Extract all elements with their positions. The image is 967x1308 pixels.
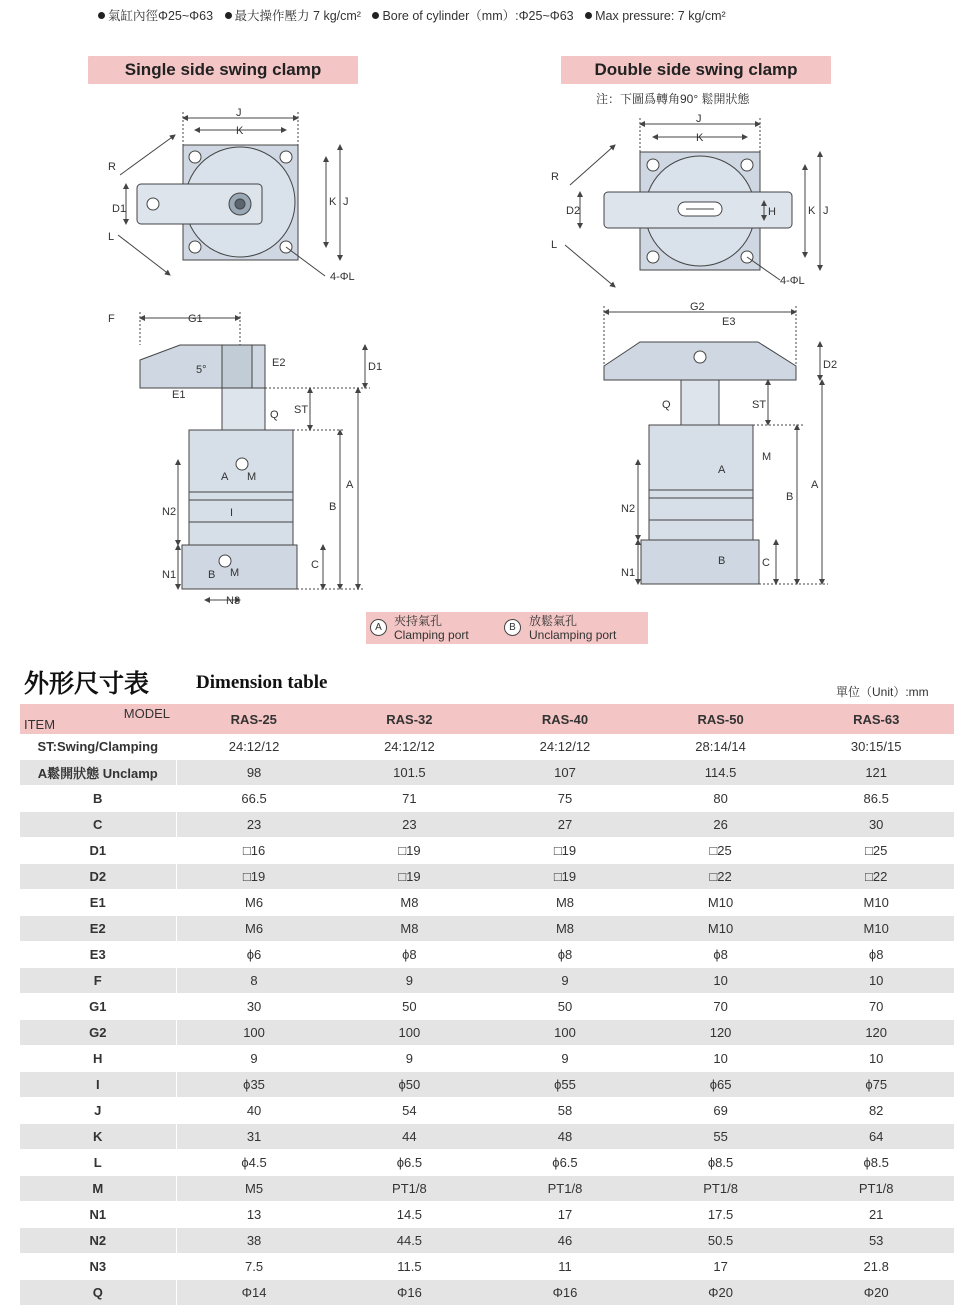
row-label: L xyxy=(20,1150,176,1176)
row-label: D1 xyxy=(20,838,176,864)
table-cell: 28:14/14 xyxy=(643,734,799,760)
table-cell: 70 xyxy=(643,994,799,1020)
table-cell: 10 xyxy=(643,1046,799,1072)
row-label: K xyxy=(20,1124,176,1150)
label-port-b-double: B xyxy=(718,555,726,567)
table-cell: 98 xyxy=(176,760,332,786)
row-label: H xyxy=(20,1046,176,1072)
label-n2-double: N2 xyxy=(621,503,636,515)
table-cell: Φ16 xyxy=(487,1280,643,1306)
table-cell: ϕ65 xyxy=(643,1072,799,1098)
label-j: J xyxy=(236,107,242,119)
label-a: A xyxy=(346,479,354,491)
table-row xyxy=(20,1254,954,1280)
double-top-view xyxy=(565,118,820,287)
label-g1: G1 xyxy=(188,313,203,325)
table-cell: 27 xyxy=(487,812,643,838)
table-cell: M8 xyxy=(487,916,643,942)
table-row xyxy=(20,760,954,786)
table-cell: 100 xyxy=(332,1020,488,1046)
table-cell: ϕ6 xyxy=(176,942,332,968)
unclamping-port-text xyxy=(529,614,616,642)
table-cell: 17 xyxy=(487,1202,643,1228)
table-cell: 30 xyxy=(798,812,954,838)
model-header: RAS-63 xyxy=(853,711,900,727)
label-d2-front: D2 xyxy=(823,359,838,371)
row-label: ST:Swing/Clamping xyxy=(20,734,176,760)
table-cell: ϕ4.5 xyxy=(176,1150,332,1176)
table-cell: 9 xyxy=(332,1046,488,1072)
table-row xyxy=(20,1072,954,1098)
label-j-side: J xyxy=(343,196,349,208)
table-cell: PT1/8 xyxy=(798,1176,954,1202)
table-row xyxy=(20,968,954,994)
label-a-double: A xyxy=(811,479,819,491)
label-b-double: B xyxy=(786,491,794,503)
table-cell: 121 xyxy=(798,760,954,786)
table-cell: 9 xyxy=(487,1046,643,1072)
label-c: C xyxy=(311,559,319,571)
table-cell: 7.5 xyxy=(176,1254,332,1280)
table-cell: M6 xyxy=(176,890,332,916)
unclamping-port-en: Unclamping port xyxy=(529,628,617,642)
table-cell: 24:12/12 xyxy=(176,734,332,760)
clamping-port-cn: 夾持氣孔 xyxy=(394,614,443,628)
unit-label: 單位（Unit）:mm xyxy=(836,685,929,699)
spec-pressure-cn: 最大操作壓力 7 kg/cm² xyxy=(234,9,361,23)
table-cell: 30:15/15 xyxy=(798,734,954,760)
table-cell: 23 xyxy=(176,812,332,838)
table-cell: M5 xyxy=(176,1176,332,1202)
table-cell: ϕ8 xyxy=(643,942,799,968)
table-cell: M8 xyxy=(332,916,488,942)
table-cell: □19 xyxy=(332,838,488,864)
table-cell: ϕ50 xyxy=(332,1072,488,1098)
label-l-double: L xyxy=(551,239,558,251)
table-cell: M6 xyxy=(176,916,332,942)
table-cell: 10 xyxy=(643,968,799,994)
table-cell: ϕ6.5 xyxy=(332,1150,488,1176)
double-side-note: 注：下圖爲轉角90° 鬆開狀態 xyxy=(596,92,750,106)
table-cell: 48 xyxy=(487,1124,643,1150)
table-cell: 30 xyxy=(176,994,332,1020)
table-cell: M8 xyxy=(487,890,643,916)
table-cell: 10 xyxy=(798,968,954,994)
row-label: N1 xyxy=(20,1202,176,1228)
model-header: RAS-40 xyxy=(541,711,589,727)
label-port-b: B xyxy=(208,569,216,581)
table-cell: 100 xyxy=(487,1020,643,1046)
table-cell: 9 xyxy=(176,1046,332,1072)
table-cell: 55 xyxy=(643,1124,799,1150)
table-cell: 100 xyxy=(176,1020,332,1046)
table-cell: 17 xyxy=(643,1254,799,1280)
table-cell: 11.5 xyxy=(332,1254,488,1280)
label-n1: N1 xyxy=(162,569,177,581)
table-cell: M8 xyxy=(332,890,488,916)
single-side-title: Single side swing clamp xyxy=(88,56,358,84)
table-cell: 64 xyxy=(798,1124,954,1150)
table-cell: ϕ8 xyxy=(798,942,954,968)
table-header-row xyxy=(20,704,954,734)
table-cell: 21.8 xyxy=(798,1254,954,1280)
label-e3: E3 xyxy=(722,316,736,328)
table-cell: 40 xyxy=(176,1098,332,1124)
label-d1: D1 xyxy=(112,203,127,215)
table-cell: 50 xyxy=(332,994,488,1020)
table-row xyxy=(20,1046,954,1072)
table-cell: □22 xyxy=(798,864,954,890)
table-cell: 86.5 xyxy=(798,786,954,812)
table-cell: M10 xyxy=(643,890,799,916)
model-header: RAS-32 xyxy=(386,711,433,727)
label-e1: E1 xyxy=(172,389,186,401)
label-n2: N2 xyxy=(162,506,177,518)
label-holes-double: 4-ΦL xyxy=(780,275,805,287)
spec-bore-en: Bore of cylinder（mm）:Φ25~Φ63 xyxy=(382,9,574,23)
row-label: N2 xyxy=(20,1228,176,1254)
label-k: K xyxy=(236,125,244,137)
label-port-a: A xyxy=(221,471,229,483)
row-label: C xyxy=(20,812,176,838)
table-cell: 9 xyxy=(487,968,643,994)
label-g2: G2 xyxy=(690,301,705,313)
table-cell: 70 xyxy=(798,994,954,1020)
table-cell: PT1/8 xyxy=(643,1176,799,1202)
table-cell: 21 xyxy=(798,1202,954,1228)
table-title-cn: 外形尺寸表 xyxy=(24,669,150,698)
table-row xyxy=(20,1228,954,1254)
table-cell: 69 xyxy=(643,1098,799,1124)
table-cell: 31 xyxy=(176,1124,332,1150)
table-cell: 26 xyxy=(643,812,799,838)
table-cell: □19 xyxy=(487,864,643,890)
table-cell: ϕ8.5 xyxy=(643,1150,799,1176)
table-cell: 58 xyxy=(487,1098,643,1124)
table-cell: ϕ8 xyxy=(487,942,643,968)
table-body xyxy=(20,734,954,1306)
table-row xyxy=(20,1280,954,1306)
table-cell: □19 xyxy=(332,864,488,890)
table-row xyxy=(20,1098,954,1124)
model-label: MODEL xyxy=(123,706,170,721)
table-cell: M10 xyxy=(798,916,954,942)
table-cell: □19 xyxy=(176,864,332,890)
row-label: E2 xyxy=(20,916,176,942)
table-cell: 24:12/12 xyxy=(487,734,643,760)
table-row xyxy=(20,812,954,838)
table-row xyxy=(20,1020,954,1046)
table-row xyxy=(20,734,954,760)
table-cell: ϕ8.5 xyxy=(798,1150,954,1176)
label-q: Q xyxy=(270,409,279,421)
table-row xyxy=(20,786,954,812)
row-label: N3 xyxy=(20,1254,176,1280)
dimension-table xyxy=(20,704,954,1306)
table-row xyxy=(20,1150,954,1176)
label-m-lower: M xyxy=(230,567,240,579)
row-label: J xyxy=(20,1098,176,1124)
table-cell: □25 xyxy=(798,838,954,864)
label-m: M xyxy=(247,471,257,483)
label-r: R xyxy=(108,161,116,173)
label-b: B xyxy=(329,501,337,513)
table-cell: □19 xyxy=(487,838,643,864)
table-cell: ϕ35 xyxy=(176,1072,332,1098)
label-k-double-side: K xyxy=(808,205,816,217)
row-label: G2 xyxy=(20,1020,176,1046)
table-cell: ϕ55 xyxy=(487,1072,643,1098)
table-cell: 66.5 xyxy=(176,786,332,812)
label-r-double: R xyxy=(551,171,559,183)
single-top-view xyxy=(118,112,340,276)
label-j-double: J xyxy=(696,113,702,125)
table-cell: M10 xyxy=(643,916,799,942)
double-front-view xyxy=(604,306,828,584)
header-corner xyxy=(20,704,176,734)
table-cell: Φ20 xyxy=(798,1280,954,1306)
table-cell: 53 xyxy=(798,1228,954,1254)
clamping-port-symbol: A xyxy=(370,619,387,636)
table-cell: □25 xyxy=(643,838,799,864)
table-cell: □22 xyxy=(643,864,799,890)
label-i: I xyxy=(230,507,234,519)
table-cell: 24:12/12 xyxy=(332,734,488,760)
single-front-view xyxy=(140,312,370,600)
table-row xyxy=(20,994,954,1020)
table-cell: 107 xyxy=(487,760,643,786)
table-cell: 101.5 xyxy=(332,760,488,786)
label-n3: N3 xyxy=(226,595,241,607)
table-cell: 44.5 xyxy=(332,1228,488,1254)
label-e2: E2 xyxy=(272,357,286,369)
label-k-double: K xyxy=(696,132,704,144)
table-cell: PT1/8 xyxy=(487,1176,643,1202)
table-row xyxy=(20,838,954,864)
double-side-title: Double side swing clamp xyxy=(561,56,831,84)
row-label: G1 xyxy=(20,994,176,1020)
table-row xyxy=(20,1202,954,1228)
table-cell: 10 xyxy=(798,1046,954,1072)
label-holes: 4-ΦL xyxy=(330,271,355,283)
table-cell: 75 xyxy=(487,786,643,812)
label-d2: D2 xyxy=(566,205,581,217)
unclamping-port-symbol: B xyxy=(504,619,521,636)
row-label: D2 xyxy=(20,864,176,890)
table-cell: ϕ6.5 xyxy=(487,1150,643,1176)
table-cell: 114.5 xyxy=(643,760,799,786)
table-cell: 80 xyxy=(643,786,799,812)
label-h: H xyxy=(768,206,776,218)
table-row xyxy=(20,916,954,942)
row-label: E3 xyxy=(20,942,176,968)
label-st: ST xyxy=(294,404,309,416)
row-label: A鬆開狀態 Unclamp xyxy=(20,760,176,786)
table-cell: 8 xyxy=(176,968,332,994)
table-cell: 120 xyxy=(798,1020,954,1046)
table-cell: 23 xyxy=(332,812,488,838)
table-cell: 14.5 xyxy=(332,1202,488,1228)
row-label: E1 xyxy=(20,890,176,916)
table-row xyxy=(20,1124,954,1150)
label-angle: 5° xyxy=(196,364,207,376)
table-cell: 50 xyxy=(487,994,643,1020)
table-cell: Φ20 xyxy=(643,1280,799,1306)
table-row xyxy=(20,942,954,968)
label-k-side: K xyxy=(329,196,337,208)
row-label: Q xyxy=(20,1280,176,1306)
table-cell: 120 xyxy=(643,1020,799,1046)
table-cell: 9 xyxy=(332,968,488,994)
label-f: F xyxy=(108,313,115,325)
table-cell: 71 xyxy=(332,786,488,812)
model-header: RAS-50 xyxy=(697,711,744,727)
table-row xyxy=(20,1176,954,1202)
row-label: I xyxy=(20,1072,176,1098)
table-cell: 50.5 xyxy=(643,1228,799,1254)
clamping-port-text xyxy=(394,614,469,642)
clamping-port-en: Clamping port xyxy=(394,628,469,642)
row-label: B xyxy=(20,786,176,812)
item-label: ITEM xyxy=(24,717,56,732)
table-title-en: Dimension table xyxy=(196,672,328,693)
table-cell: M10 xyxy=(798,890,954,916)
table-cell: Φ14 xyxy=(176,1280,332,1306)
table-cell: □16 xyxy=(176,838,332,864)
label-st-double: ST xyxy=(752,399,767,411)
table-cell: ϕ75 xyxy=(798,1072,954,1098)
table-row xyxy=(20,890,954,916)
label-c-double: C xyxy=(762,557,770,569)
table-row xyxy=(20,864,954,890)
label-m-double: M xyxy=(762,451,772,463)
unclamping-port-cn: 放鬆氣孔 xyxy=(529,614,578,628)
table-cell: 54 xyxy=(332,1098,488,1124)
model-header: RAS-25 xyxy=(230,711,277,727)
label-q-double: Q xyxy=(662,399,671,411)
label-l: L xyxy=(108,231,115,243)
port-legend xyxy=(366,612,648,644)
label-port-a-double: A xyxy=(718,464,726,476)
table-cell: 82 xyxy=(798,1098,954,1124)
table-cell: 46 xyxy=(487,1228,643,1254)
table-cell: 11 xyxy=(487,1254,643,1280)
table-cell: 13 xyxy=(176,1202,332,1228)
table-cell: Φ16 xyxy=(332,1280,488,1306)
row-label: F xyxy=(20,968,176,994)
label-d1-front: D1 xyxy=(368,361,383,373)
table-cell: 38 xyxy=(176,1228,332,1254)
table-cell: PT1/8 xyxy=(332,1176,488,1202)
label-n1-double: N1 xyxy=(621,567,636,579)
spec-pressure-en: Max pressure: 7 kg/cm² xyxy=(595,9,726,23)
table-cell: 17.5 xyxy=(643,1202,799,1228)
table-cell: 44 xyxy=(332,1124,488,1150)
row-label: M xyxy=(20,1176,176,1202)
label-j-double-side: J xyxy=(823,205,829,217)
table-cell: ϕ8 xyxy=(332,942,488,968)
spec-bore-cn: 氣缸內徑Φ25~Φ63 xyxy=(108,9,214,23)
